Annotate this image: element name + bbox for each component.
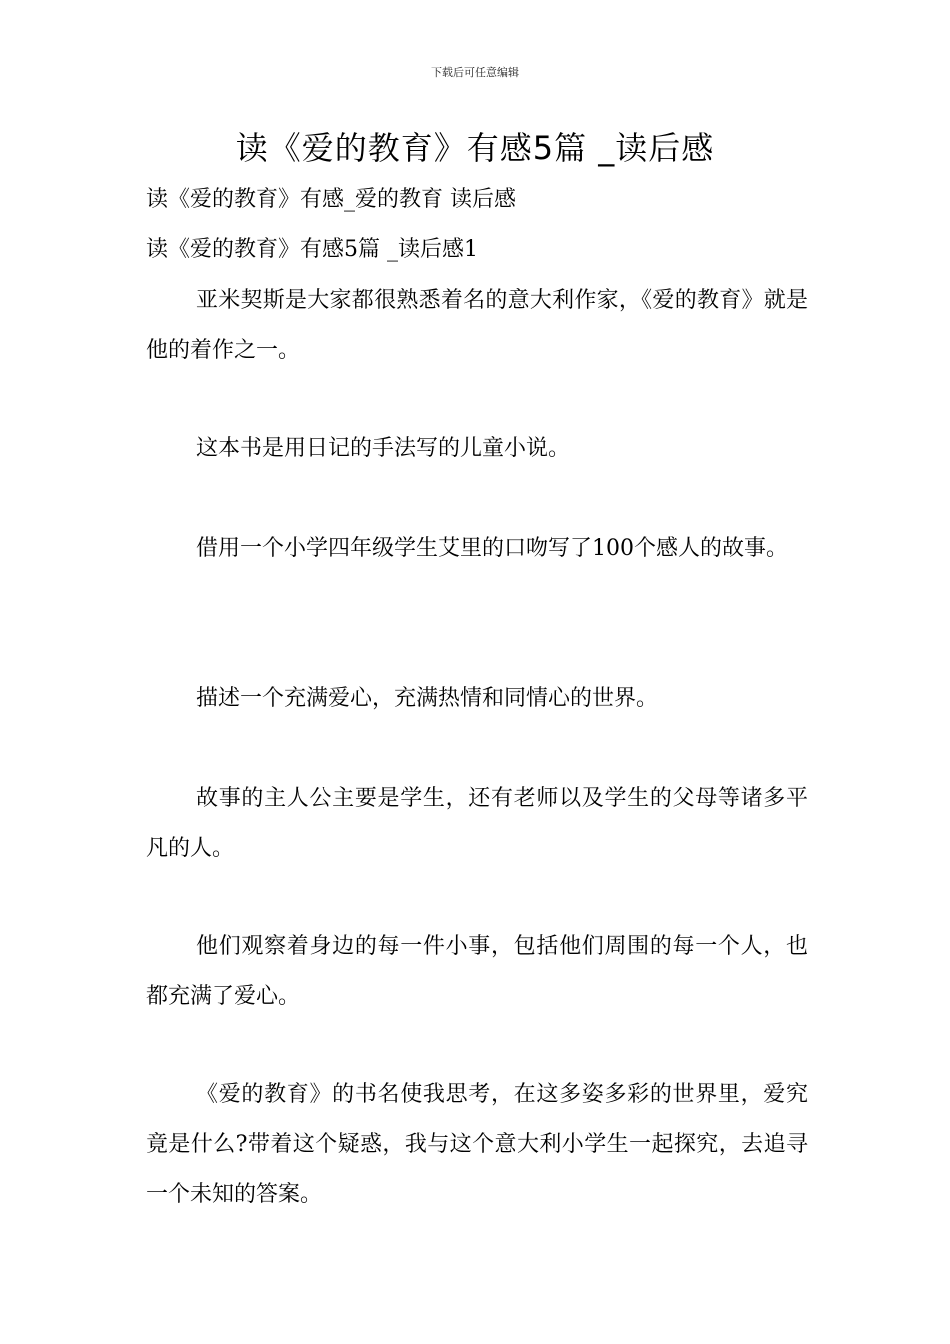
- paragraph-2: 这本书是用日记的手法写的儿童小说。: [196, 436, 571, 461]
- paragraph-4: 描述一个充满爱心，充满热情和同情心的世界。: [196, 686, 659, 711]
- paragraph-6: 他们观察着身边的每一件小事，包括他们周围的每一个人，也都充满了爱心。: [146, 934, 808, 1009]
- paragraph-1: 亚米契斯是大家都很熟悉着名的意大利作家，《爱的教育》就是他的着作之一。: [146, 288, 808, 363]
- document-title: 读《爱的教育》有感5篇 _读后感: [235, 129, 715, 167]
- paragraph-5: 故事的主人公主要是学生，还有老师以及学生的父母等诸多平凡的人。: [146, 786, 808, 861]
- paragraph-3: 借用一个小学四年级学生艾里的口吻写了100个感人的故事。: [196, 536, 788, 561]
- subtitle-line-1: 读《爱的教育》有感_爱的教育 读后感: [146, 187, 516, 212]
- subtitle-line-2: 读《爱的教育》有感5篇 _读后感1: [146, 237, 478, 262]
- header-note: 下载后可任意编辑: [431, 66, 519, 79]
- paragraph-7: 《爱的教育》的书名使我思考，在这多姿多彩的世界里，爱究竟是什么?带着这个疑惑，我与这个意大利小学生一起探究，去追寻一个未知的答案。: [146, 1082, 808, 1207]
